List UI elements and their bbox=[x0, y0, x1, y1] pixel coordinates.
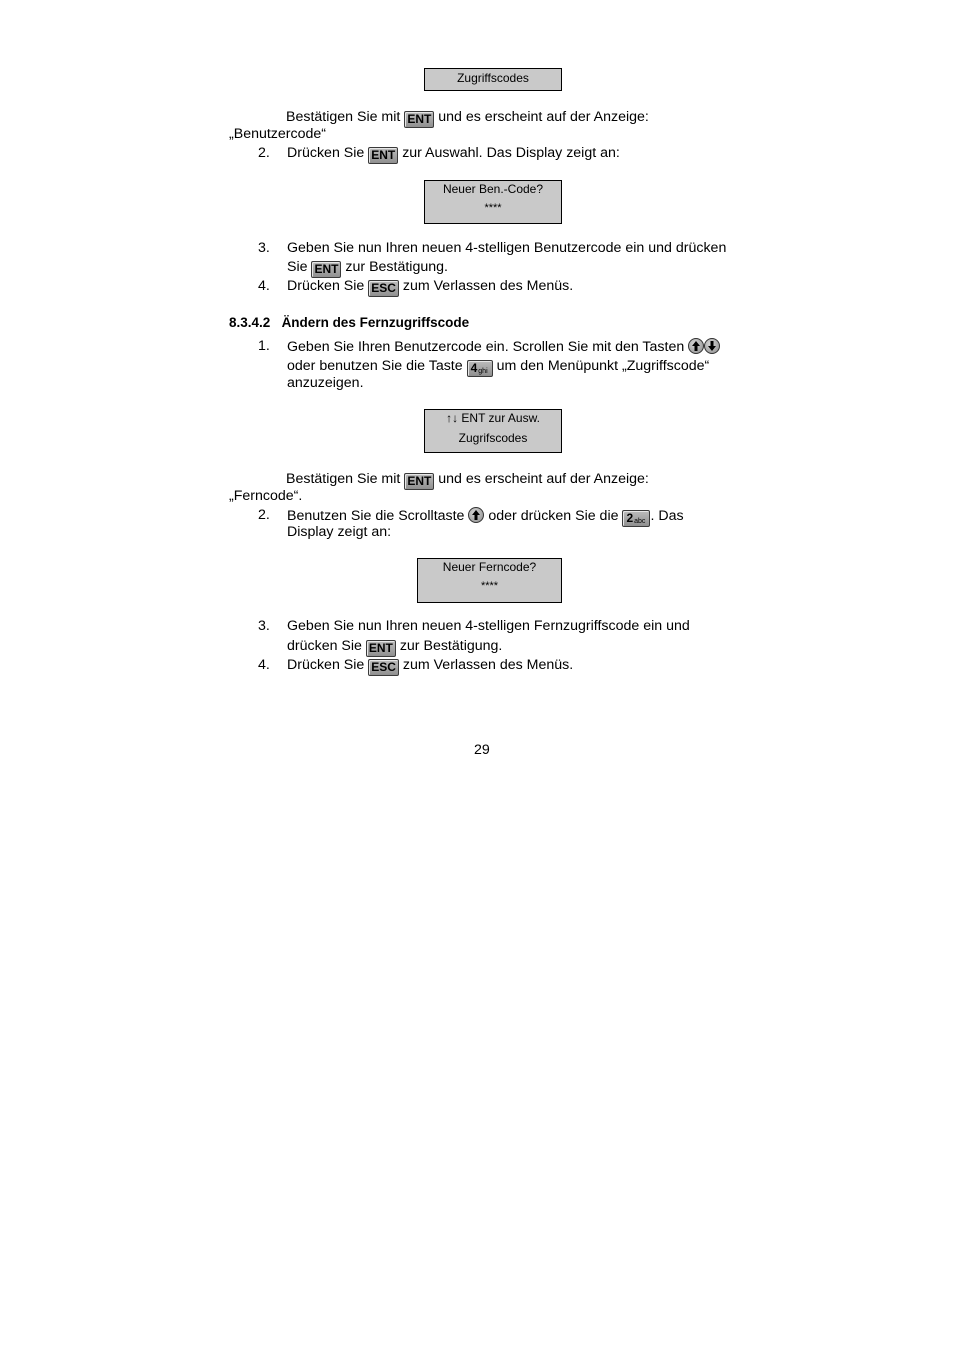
lcd-display-ent-zur-ausw bbox=[424, 409, 562, 453]
step-text: drücken Sie ENT zur Bestätigung. bbox=[287, 638, 503, 655]
lcd-display-zugriffscodes bbox=[424, 68, 562, 91]
step-text: Geben Sie Ihren Benutzercode ein. Scrollen Sie mit den Tasten bbox=[287, 338, 720, 356]
step-text: Drücken Sie ESC zum Verlassen des Menüs. bbox=[287, 278, 574, 295]
lcd-line-1: Neuer Ben.-Code? bbox=[442, 182, 544, 196]
step-text: Geben Sie nun Ihren neuen 4-stelligen Fernzugriffscode ein und bbox=[287, 618, 690, 634]
lcd-line-2: **** bbox=[484, 202, 502, 214]
step-number: 4. bbox=[258, 278, 270, 294]
lcd-display-neuer-ben-code bbox=[424, 180, 562, 224]
lcd-line-1: Neuer Ferncode? bbox=[442, 560, 537, 574]
step-number: 3. bbox=[258, 618, 270, 634]
section-heading: 8.3.4.2 Ändern des Fernzugriffscode bbox=[229, 315, 470, 330]
ent-key-icon: ENT bbox=[404, 111, 434, 128]
esc-key-icon: ESC bbox=[368, 659, 399, 676]
paragraph-line-ferncode: „Ferncode“. bbox=[229, 488, 303, 504]
step-text: anzuzeigen. bbox=[287, 375, 364, 391]
ent-key-icon: ENT bbox=[368, 147, 398, 164]
arrow-up-key-icon bbox=[688, 338, 704, 354]
esc-key-icon: ESC bbox=[368, 280, 399, 297]
arrow-up-key-icon bbox=[468, 507, 484, 523]
key-4-ghi-icon: $4_{ghi}$ bbox=[467, 360, 493, 377]
step-text: Benutzen Sie die Scrolltaste oder drücken Sie die $2_{abc}$ . Das bbox=[287, 508, 684, 525]
step-number: 2. bbox=[258, 145, 270, 161]
ent-key-icon: ENT bbox=[366, 640, 396, 657]
lcd-line-2: Zugrifscodes bbox=[458, 431, 528, 445]
paragraph-confirm-benutzercode: Bestätigen Sie mit ENT und es erscheint auf der Anzeige: bbox=[286, 109, 649, 126]
step-text: oder benutzen Sie die Taste $4_{ghi}$ um den Menüpunkt „Zugriffscode“ bbox=[287, 358, 710, 375]
step-text: Geben Sie nun Ihren neuen 4-stelligen Benutzercode ein und drücken bbox=[287, 240, 727, 256]
lcd-line-1: ↑↓ ENT zur Ausw. bbox=[446, 411, 540, 425]
lcd-line-2: **** bbox=[480, 580, 499, 592]
step-number: 1. bbox=[258, 338, 270, 354]
lcd-display-neuer-ferncode bbox=[417, 558, 562, 603]
arrow-down-key-icon bbox=[704, 338, 720, 354]
ent-key-icon: ENT bbox=[404, 473, 434, 490]
lcd-line-1: Zugriffscodes bbox=[457, 71, 529, 85]
step-text: Display zeigt an: bbox=[287, 524, 392, 540]
step-text: Drücken Sie ESC zum Verlassen des Menüs. bbox=[287, 657, 574, 674]
step-number: 2. bbox=[258, 507, 270, 523]
step-number: 3. bbox=[258, 240, 270, 256]
key-2-abc-icon: $2_{abc}$ bbox=[622, 510, 650, 527]
paragraph-confirm-ferncode: Bestätigen Sie mit ENT und es erscheint auf der Anzeige: bbox=[286, 471, 649, 488]
step-number: 4. bbox=[258, 657, 270, 673]
step-text: Drücken Sie ENT zur Auswahl. Das Display zeigt an: bbox=[287, 145, 620, 162]
ent-key-icon: ENT bbox=[311, 261, 341, 278]
paragraph-line-benutzercode: „Benutzercode“ bbox=[229, 126, 326, 142]
page-number: 29 bbox=[474, 742, 490, 758]
step-text: Sie ENT zur Bestätigung. bbox=[287, 259, 448, 276]
